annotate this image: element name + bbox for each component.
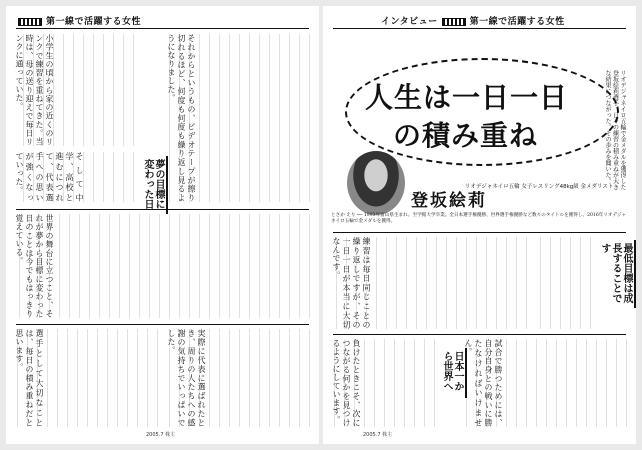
column-text: 選手として大切なことは、毎日の積み重ねだと思います。 [15,329,44,427]
text-lines [463,339,627,427]
portrait-photo [347,151,405,215]
header-ornament [442,18,466,26]
tier-rule [16,324,309,325]
running-header: 第一線で活躍する女性 [18,14,141,27]
text-column [14,329,158,427]
left-page [6,6,319,444]
tier-rule [333,232,626,233]
text-column [14,214,310,318]
column-text: 練習は毎日同じことの繰り返しですが、その一日一日が本当に大切なんです。 [332,237,371,329]
text-lines [14,329,158,427]
running-header: インタビュー 第一線で活躍する女性 [381,17,565,27]
text-column [166,34,310,202]
header-rule [16,28,309,29]
column-text: 小学生の頃から家の近くのリンクで練習を重ねてきた。当時は、母の送り迎えで毎日リンクに通っていた。 [15,34,54,146]
text-column [166,329,310,427]
text-column [533,237,591,329]
text-column [331,237,527,329]
text-lines [331,339,435,427]
text-lines [331,237,527,329]
header-ornament [18,18,42,26]
text-lines [14,214,310,318]
text-column [14,34,134,146]
page-footer: 2005.7 株主 [363,432,393,438]
section-subhead: 日本一から世界へ [439,348,467,398]
article-title-line2: の積み重ね [393,119,539,152]
column-text: 試合で勝つためには、自分自身との戦いに勝たなければいけません。 [464,339,503,427]
text-column [463,339,627,427]
text-lines [166,329,310,427]
tier-rule [16,209,309,210]
text-lines [14,34,134,146]
right-page [323,6,636,444]
page-footer: 2005.7 株主 [146,432,176,438]
column-text: 負けたときこそ、次につながる何かを見つけるようにしています。 [332,339,361,427]
text-column [331,339,435,427]
section-subhead: 夢の目標に変わった日 [140,156,168,214]
text-lines [14,152,134,202]
person-title: リオデジャネイロ五輪 女子レスリング48kg級 金メダリスト [465,184,614,190]
person-name: 登坂絵莉 [411,191,487,211]
intro-lede: リオデジャネイロ五輪で金メダルを獲得した登坂絵莉選手。日々の練習の積み重ねが大きな結果につながった。その歩みを聞いた。 [604,70,626,190]
text-column [14,152,134,202]
tier-rule [333,334,626,335]
header-rule [333,28,626,29]
column-text: そして中学、高校と進むにつれて、代表選手への思いが強くなっていった。 [15,152,84,202]
article-title-line1: 人生は一日一日 [365,81,569,114]
column-text: それからというもの、ビデオテープが擦り切れるほど、何度も何度も繰り返し見るようになりました。 [167,34,196,202]
text-lines [533,237,591,329]
profile-text: とさか えり ── 1993年富山県生まれ。至学館大学卒業。全日本選手権優勝、世界選手権優勝など数々のタイトルを獲得し、2016年リオデジャネイロ五輪で金メダルを獲得。 [331,213,627,224]
column-text: 世界の舞台に立つこと、それが夢から目標に変わった日のことは今でもはっきり覚えている。 [15,214,54,318]
text-lines [166,34,310,202]
column-text: 実際に代表に選ばれたとき、周りの人たちへの感謝の気持ちでいっぱいでした。 [167,329,206,427]
section-subhead: 最低目標は成長することです [597,240,636,308]
